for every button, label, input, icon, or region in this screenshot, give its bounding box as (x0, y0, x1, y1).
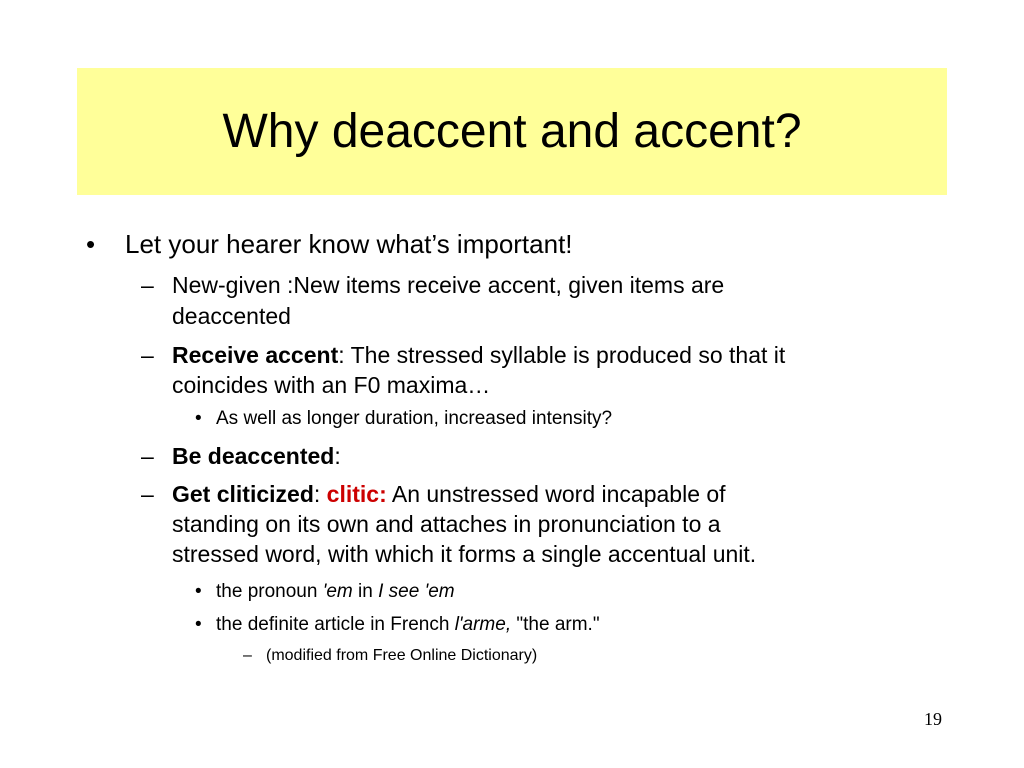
get-cliticized-term: Get cliticized (172, 481, 314, 507)
be-deaccented-colon: : (334, 443, 341, 469)
article-translation: "the arm." (511, 614, 600, 635)
duration-intensity-text: As well as longer duration, increased intensity? (216, 408, 613, 429)
pronoun-phrase: I see 'em (378, 581, 455, 602)
dash-marker: – (141, 443, 154, 469)
receive-accent-term: Receive accent (172, 342, 339, 368)
clitic-term: clitic: (326, 481, 387, 507)
bullet-marker: • (86, 229, 96, 259)
receive-accent-line2: coincides with an F0 maxima… (172, 372, 491, 398)
bullet-main-text: Let your hearer know what’s important! (125, 229, 573, 259)
receive-accent-line1 (172, 342, 785, 369)
page-number: 19 (924, 709, 942, 729)
dash-marker: – (141, 272, 154, 298)
pronoun-example (216, 581, 455, 603)
pronoun-in: in (352, 581, 379, 602)
clitic-definition: An unstressed word incapable of (386, 481, 726, 507)
cliticized-line1 (172, 481, 726, 508)
receive-accent-definition: : The stressed syllable is produced so that it (338, 342, 786, 368)
be-deaccented-line (172, 443, 341, 470)
sub-bullet-marker: • (195, 614, 202, 635)
article-text: the definite article in French (216, 614, 455, 635)
pronoun-text: the pronoun (216, 581, 323, 602)
dash-marker: – (141, 342, 154, 368)
cliticized-line2: standing on its own and attaches in pronunciation to a (172, 511, 721, 537)
slide-title: Why deaccent and accent? (222, 105, 802, 158)
be-deaccented-term: Be deaccented (172, 443, 335, 469)
dash-marker: – (243, 647, 252, 664)
article-french: l'arme, (454, 614, 512, 635)
cliticized-line3: stressed word, with which it forms a single accentual unit. (172, 541, 757, 567)
article-example (216, 614, 600, 636)
sub-bullet-marker: • (195, 408, 202, 429)
new-given-line1: New-given :New items receive accent, given items are (172, 272, 725, 298)
pronoun-em: 'em (322, 581, 353, 602)
new-given-line2: deaccented (172, 303, 291, 329)
dash-marker: – (141, 481, 154, 507)
source-note: (modified from Free Online Dictionary) (266, 647, 538, 664)
sub-bullet-marker: • (195, 581, 202, 602)
cliticized-colon: : (313, 481, 321, 507)
